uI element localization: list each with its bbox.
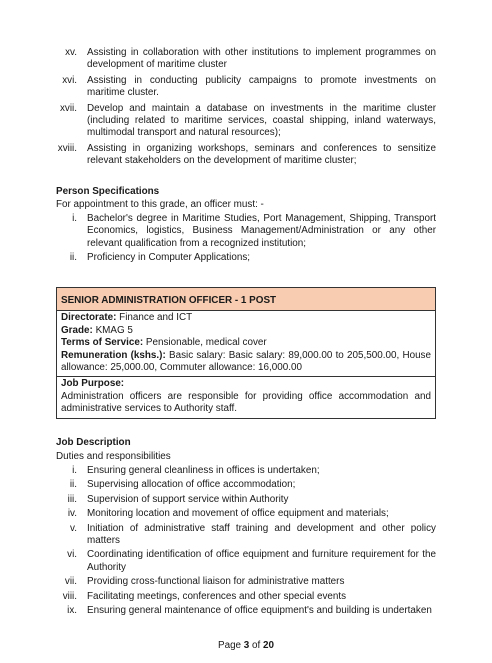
person-spec-heading: Person Specifications bbox=[56, 186, 160, 197]
grade-row bbox=[61, 325, 431, 337]
item-text: Assisting in conducting publicity campaigns to promote investments on maritime cluster. bbox=[87, 74, 436, 99]
list-item bbox=[56, 591, 436, 603]
page-current: 3 bbox=[243, 640, 250, 651]
post-details-box bbox=[56, 287, 436, 419]
directorate-row bbox=[61, 312, 431, 324]
duties-list-continued bbox=[56, 47, 436, 168]
item-text: Ensuring general cleanliness in offices is undertaken; bbox=[87, 465, 320, 476]
purpose-label: Job Purpose: bbox=[61, 378, 125, 390]
page-of: of bbox=[249, 640, 264, 651]
directorate-value: Finance and ICT bbox=[116, 312, 193, 324]
item-number: xvii. bbox=[59, 102, 77, 114]
item-text: Bachelor's degree in Maritime Studies, Port Management, Shipping, Transport Economics, logistics, Business Management/Administration or any other relevant qualification from a recognized institution; bbox=[87, 213, 436, 249]
item-number: i. bbox=[72, 465, 77, 476]
item-text: Assisting in organizing workshops, seminars and conferences to sensitize relevant stakeholders on the development of maritime cluster; bbox=[87, 142, 436, 167]
item-text: Providing cross-functional liaison for administrative matters bbox=[87, 576, 345, 588]
page-footer bbox=[0, 640, 492, 652]
list-item bbox=[56, 143, 436, 168]
remuneration-row bbox=[61, 350, 431, 375]
item-text: Ensuring general maintenance of office equipment's and building is undertaken bbox=[87, 605, 432, 617]
person-spec-list bbox=[56, 213, 436, 265]
item-number: iii. bbox=[67, 493, 77, 505]
item-text: Develop and maintain a database on investments in the maritime cluster (including related to maritime services, coastal shipping, inland waterways, multimodal transport and natural resources); bbox=[87, 102, 436, 139]
item-number: viii. bbox=[62, 590, 77, 602]
item-number: xvi. bbox=[62, 74, 77, 86]
list-item bbox=[56, 549, 436, 574]
list-item bbox=[56, 523, 436, 548]
list-item bbox=[56, 479, 436, 491]
person-spec-intro: For appointment to this grade, an officer must: - bbox=[56, 199, 264, 210]
list-item bbox=[56, 103, 436, 140]
item-text: Assisting in collaboration with other institutions to implement programmes on development of maritime cluster bbox=[87, 47, 436, 71]
item-number: ii. bbox=[69, 252, 77, 264]
item-number: vi. bbox=[67, 549, 77, 561]
job-purpose bbox=[57, 377, 435, 417]
item-text: Proficiency in Computer Applications; bbox=[87, 252, 251, 264]
remuneration-label: Remuneration (kshs.): bbox=[61, 349, 166, 361]
list-item bbox=[56, 213, 436, 250]
item-text: Monitoring location and movement of office equipment and materials; bbox=[87, 508, 389, 520]
terms-row bbox=[61, 337, 431, 349]
item-text: Supervising allocation of office accommodation; bbox=[87, 479, 296, 491]
item-text: Supervision of support service within Authority bbox=[87, 493, 289, 505]
list-item bbox=[56, 47, 436, 72]
terms-label: Terms of Service: bbox=[61, 337, 144, 349]
list-item bbox=[56, 576, 436, 588]
list-item bbox=[56, 508, 436, 520]
item-text: Coordinating identification of office equipment and furniture requirement for the Authority bbox=[87, 549, 436, 573]
item-text: Initiation of administrative staff training and development and other policy matters bbox=[87, 522, 436, 547]
item-number: xviii. bbox=[57, 142, 77, 154]
item-text: Facilitating meetings, conferences and other special events bbox=[87, 590, 347, 602]
job-description-heading: Job Description bbox=[56, 437, 131, 448]
list-item bbox=[56, 494, 436, 506]
page-total: 20 bbox=[263, 640, 275, 651]
page-prefix: Page bbox=[217, 640, 244, 651]
post-title: SENIOR ADMINISTRATION OFFICER - 1 POST bbox=[57, 288, 435, 311]
grade-value: KMAG 5 bbox=[92, 324, 133, 336]
directorate-label: Directorate: bbox=[61, 312, 117, 324]
job-description-list bbox=[56, 465, 436, 617]
item-number: ii. bbox=[69, 479, 77, 491]
item-number: ix. bbox=[67, 605, 77, 617]
post-details bbox=[57, 311, 435, 377]
list-item bbox=[56, 75, 436, 100]
grade-label: Grade: bbox=[61, 324, 93, 336]
item-number: xv. bbox=[65, 47, 77, 58]
list-item bbox=[56, 605, 436, 617]
item-number: vii. bbox=[64, 576, 77, 588]
list-item bbox=[56, 252, 436, 264]
item-number: iv. bbox=[67, 508, 77, 520]
purpose-text: Administration officers are responsible for providing office accommodation and administrative services to Authority staff. bbox=[61, 390, 431, 415]
job-description-intro: Duties and responsibilities bbox=[56, 451, 171, 462]
remuneration-value: Basic salary: Basic salary: 89,000.00 to 205,500.00, House allowance: 25,000.00, Commuter allowance: 16,000.00 bbox=[61, 349, 431, 374]
list-item bbox=[56, 465, 436, 477]
item-number: v. bbox=[70, 522, 77, 534]
terms-value: Pensionable, medical cover bbox=[143, 337, 267, 349]
item-number: i. bbox=[72, 213, 77, 224]
